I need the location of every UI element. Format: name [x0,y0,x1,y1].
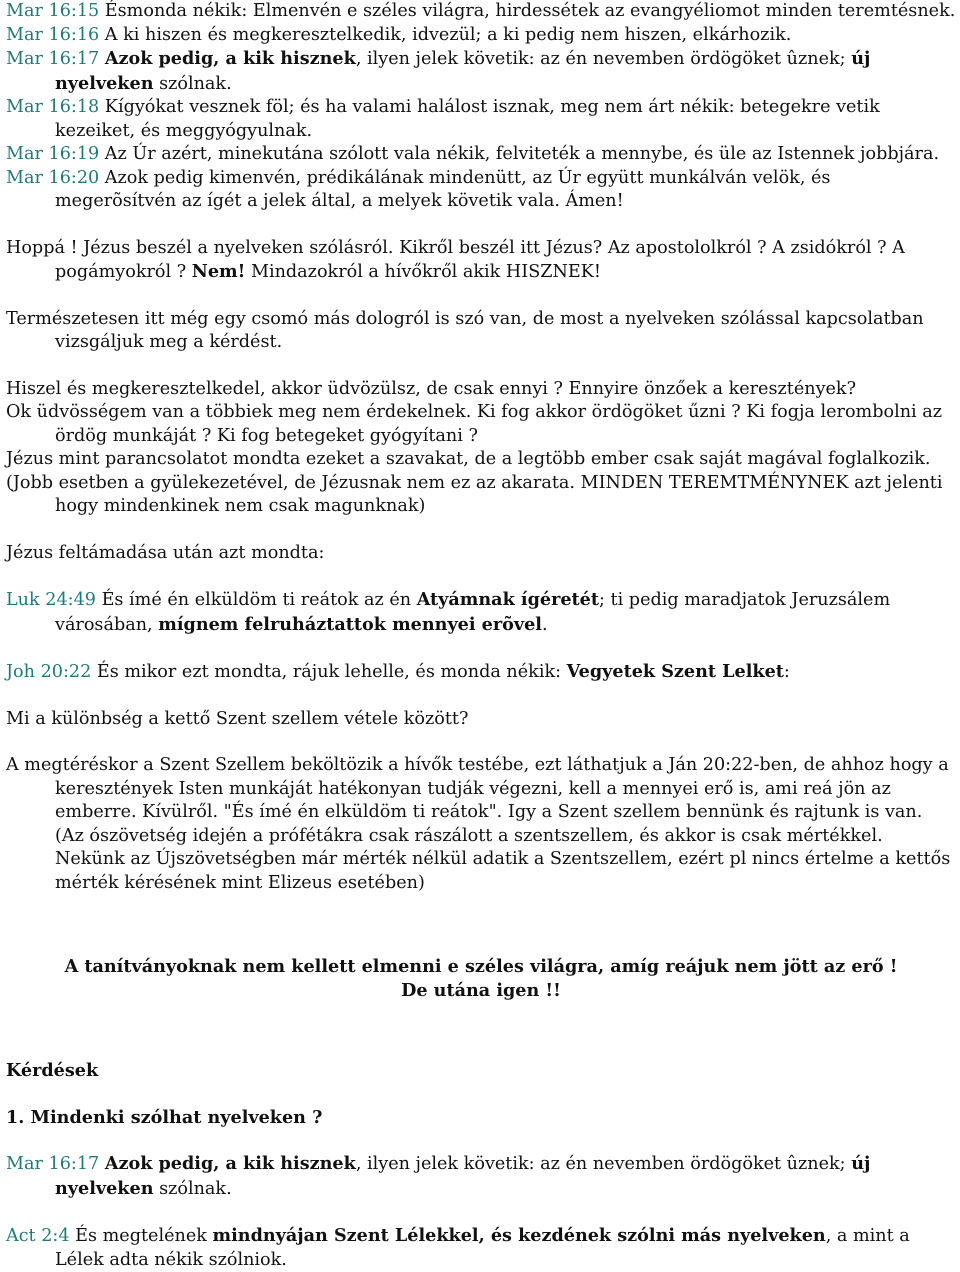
verse-line [6,24,956,48]
bold-text: Vegyetek Szent Lelket [566,661,784,682]
feltamadasa-line: Jézus feltámadása után azt mondta: [6,542,325,563]
text-run: Kígyókat vesznek föl; és ha valami halálost isznak, meg nem árt nékik: betegekre vetik kezeiket, és meggyógyulnak. [55,97,880,141]
text-run: , ilyen jelek követik: az én nevemben ördögöket ûznek; [355,1154,852,1174]
megtereskor-paragraph: A megtéréskor a Szent Szellem beköltözik a hívők testébe, ezt láthatjuk a Ján 20:22-ben, de ahhoz hogy a keresztények Isten munkáját hatékonyan tudják végezni, kell a mennyei erő is, ami reá jön az emberre. Kívülről. "És ímé én elküldöm ti reátok". Igy a Szent szellem bennünk és rajtunk is van. (Az ószövetség idején a prófétákra csak rászálott a szentszellem, és akkor is csak mértékkel. Nekünk az Újszövetségben már mérték nélkül adatik a Szentszellem, ezért pl nincs értelme a kettős mérték kérésének mint Elizeus esetében) [6,755,951,893]
text-run: szólnak. [153,73,232,94]
text-run: A ki hiszen és megkeresztelkedik, idvezül; a ki pedig nem hiszen, elkárhozik. [99,24,792,45]
bold-text: Nem! [191,261,246,282]
text-run: : [783,662,790,682]
act-2-4-verse [6,1224,956,1272]
question-1: 1. Mindenki szólhat nyelveken ? [6,1106,323,1128]
ok-paragraph: Ok üdvösségem van a többiek meg nem érdekelnek. Ki fog akkor ördögöket űzni ? Ki fogja lerombolni az ördög munkáját ? Ki fog betegeket gyógyítani ? [6,402,943,446]
text-run: , a mint a Lélek adta nékik szólniok. [55,1226,910,1270]
text-run: És mikor ezt mondta, rájuk lehelle, és monda nékik: [91,662,567,682]
bold-text: Azok pedig, a kik hisznek [104,1153,356,1174]
verse-line [6,0,956,24]
verse-reference-link[interactable]: Act 2:4 [6,1226,70,1246]
text-run: . [541,614,548,635]
verse-line [6,47,956,96]
bold-text: mindnyájan Szent Lélekkel, és kezdének szólni más nyelveken [212,1225,826,1246]
bold-text: Atyámnak ígéretét [416,589,599,610]
text-run: És megtelének [69,1226,213,1246]
verse-reference-link[interactable]: Mar 16:17 [6,1154,100,1174]
mar-16-17-verse-repeat [6,1152,956,1201]
hoppa-paragraph [6,237,956,285]
verse-reference-link[interactable]: Mar 16:18 [6,97,100,117]
jobb-esetben-paragraph: (Jobb esetben a gyülekezetével, de Jézusnak nem ez az akarata. MINDEN TEREMTMÉNYNEK azt jelenti hogy mindenkinek nem csak magunknak) [6,472,943,516]
text-run: Mindazokról a hívőkről akik HISZNEK! [245,262,601,282]
document-page [6,0,956,1272]
verse-reference-link[interactable]: Mar 16:20 [6,167,100,188]
bold-text: új nyelveken [55,1153,871,1199]
kerdesek-heading: Kérdések [6,1060,99,1081]
termeszetesen-paragraph: Természetesen itt még egy csomó más dologról is szó van, de most a nyelveken szólással kapcsolatban vizsgáljuk meg a kérdést. [6,308,924,352]
verse-line [6,96,956,143]
text-run: Hoppá ! Jézus beszél a nyelveken szólásról. Kikről beszél itt Jézus? Az apostololkról ? A zsidókról ? A pogámyokról ? [6,237,905,282]
joh-verse [6,660,956,685]
text-run: Ésmonda nékik: Elmenvén e széles világra, hirdessétek az evangyéliomot minden teremtésnek. [99,1,956,21]
verse-line [6,167,956,214]
jezus-mint-line: Jézus mint parancsolatot mondta ezeket a szavakat, de a legtöbb ember csak saját magával foglalkozik. [6,449,931,469]
kulonbseg-question: Mi a különbség a kettő Szent szellem vétele között? [6,708,469,729]
luk-verse [6,588,956,637]
verse-reference-link[interactable]: Mar 16:15 [6,1,100,21]
center-statement-line2: De utána igen !! [401,979,561,1001]
mark16-verses [6,0,956,214]
text-run: És ímé én elküldöm ti reátok az én [95,590,417,610]
verse-reference-link[interactable]: Luk 24:49 [6,590,96,610]
bold-text: új nyelveken [55,48,871,94]
text-run: Az Úr azért, minekutána szólott vala nékik, felviteték a mennybe, és üle az Istennek jobbjára. [99,144,940,164]
hiszel-line: Hiszel és megkeresztelkedel, akkor üdvözülsz, de csak ennyi ? Ennyire önzőek a keresztények? [6,378,857,399]
verse-reference-link[interactable]: Joh 20:22 [6,662,92,682]
verse-reference-link[interactable]: Mar 16:19 [6,144,100,164]
bold-text: mígnem felruháztattok mennyei erõvel [158,613,542,635]
center-statement-line1: A tanítványoknak nem kellett elmenni e széles világra, amíg reájuk nem jött az erő ! [64,956,898,977]
bold-text: Azok pedig, a kik hisznek [104,48,356,69]
text-run: , ilyen jelek követik: az én nevemben ördögöket ûznek; [355,49,852,69]
text-run: Azok pedig kimenvén, prédikálának mindenütt, az Úr együtt munkálván velök, és megerõsítvén az ígét a jelek által, a melyek követik vala. Ámen! [55,167,831,211]
verse-reference-link[interactable]: Mar 16:17 [6,49,100,69]
verse-line [6,143,956,167]
verse-reference-link[interactable]: Mar 16:16 [6,24,100,45]
text-run: szólnak. [153,1178,232,1199]
text-run: ; ti pedig maradjatok Jeruzsálem városában, [55,590,891,635]
